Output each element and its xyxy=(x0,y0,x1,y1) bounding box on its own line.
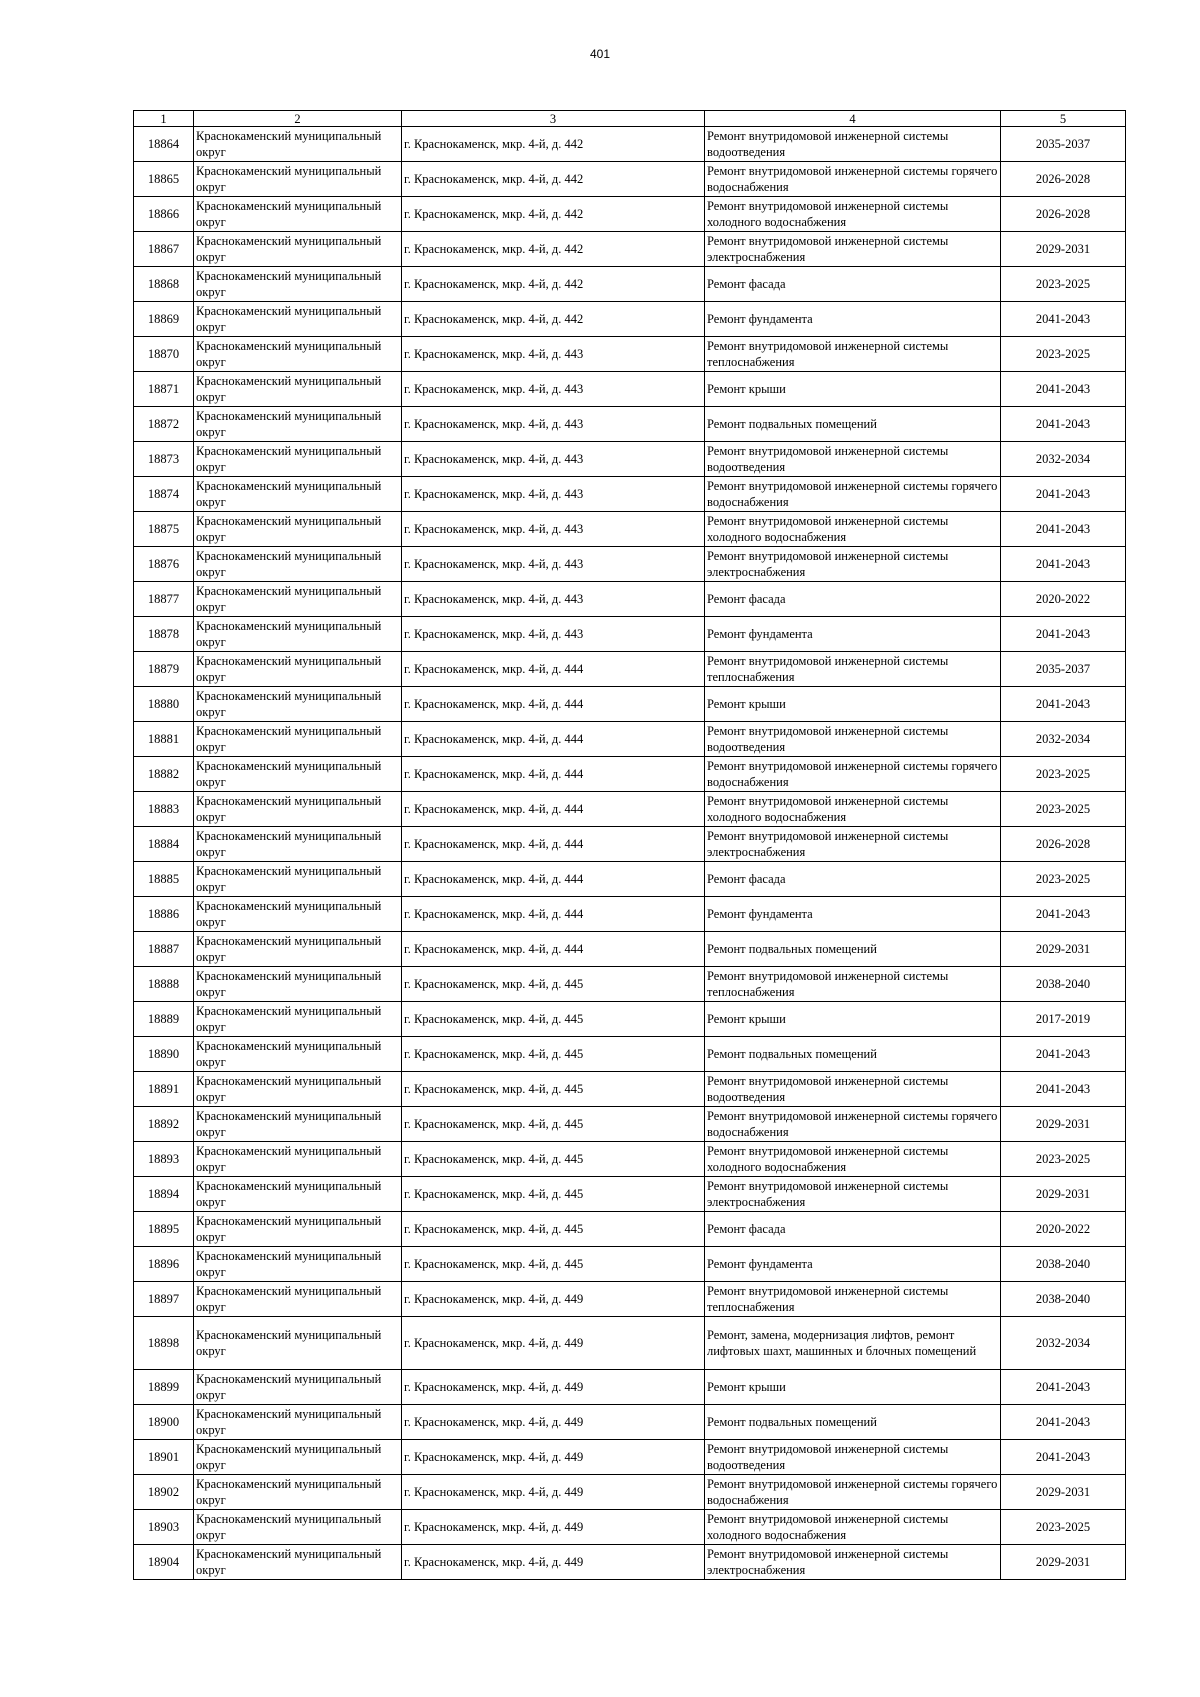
address-cell: г. Краснокаменск, мкр. 4-й, д. 442 xyxy=(402,127,705,162)
address-cell: г. Краснокаменск, мкр. 4-й, д. 442 xyxy=(402,197,705,232)
row-number-cell: 18870 xyxy=(134,337,194,372)
work-type-cell: Ремонт внутридомовой инженерной системы теплоснабжения xyxy=(705,967,1001,1002)
address-cell: г. Краснокаменск, мкр. 4-й, д. 444 xyxy=(402,862,705,897)
address-cell: г. Краснокаменск, мкр. 4-й, д. 449 xyxy=(402,1510,705,1545)
row-number-cell: 18896 xyxy=(134,1247,194,1282)
address-cell: г. Краснокаменск, мкр. 4-й, д. 444 xyxy=(402,687,705,722)
period-cell: 2023-2025 xyxy=(1001,337,1126,372)
table-row xyxy=(134,1002,1126,1037)
column-header-4: 4 xyxy=(705,111,1001,127)
district-cell: Краснокаменский муниципальный округ xyxy=(194,1107,402,1142)
district-cell: Краснокаменский муниципальный округ xyxy=(194,337,402,372)
district-cell: Краснокаменский муниципальный округ xyxy=(194,162,402,197)
table-body xyxy=(134,127,1126,1580)
work-type-cell: Ремонт фасада xyxy=(705,862,1001,897)
table-row xyxy=(134,267,1126,302)
work-type-cell: Ремонт внутридомовой инженерной системы горячего водоснабжения xyxy=(705,1107,1001,1142)
district-cell: Краснокаменский муниципальный округ xyxy=(194,1475,402,1510)
row-number-cell: 18886 xyxy=(134,897,194,932)
district-cell: Краснокаменский муниципальный округ xyxy=(194,1405,402,1440)
table-row xyxy=(134,1510,1126,1545)
address-cell: г. Краснокаменск, мкр. 4-й, д. 443 xyxy=(402,442,705,477)
work-type-cell: Ремонт внутридомовой инженерной системы горячего водоснабжения xyxy=(705,1475,1001,1510)
table-row xyxy=(134,1142,1126,1177)
table-row xyxy=(134,197,1126,232)
address-cell: г. Краснокаменск, мкр. 4-й, д. 444 xyxy=(402,792,705,827)
row-number-cell: 18881 xyxy=(134,722,194,757)
row-number-cell: 18867 xyxy=(134,232,194,267)
table-row xyxy=(134,372,1126,407)
district-cell: Краснокаменский муниципальный округ xyxy=(194,757,402,792)
table-row xyxy=(134,1475,1126,1510)
district-cell: Краснокаменский муниципальный округ xyxy=(194,477,402,512)
table-row xyxy=(134,827,1126,862)
row-number-cell: 18901 xyxy=(134,1440,194,1475)
work-type-cell: Ремонт внутридомовой инженерной системы водоотведения xyxy=(705,127,1001,162)
period-cell: 2029-2031 xyxy=(1001,932,1126,967)
table-row xyxy=(134,547,1126,582)
district-cell: Краснокаменский муниципальный округ xyxy=(194,1510,402,1545)
work-type-cell: Ремонт внутридомовой инженерной системы горячего водоснабжения xyxy=(705,477,1001,512)
work-type-cell: Ремонт внутридомовой инженерной системы холодного водоснабжения xyxy=(705,1510,1001,1545)
district-cell: Краснокаменский муниципальный округ xyxy=(194,1177,402,1212)
work-type-cell: Ремонт внутридомовой инженерной системы холодного водоснабжения xyxy=(705,1142,1001,1177)
work-type-cell: Ремонт внутридомовой инженерной системы водоотведения xyxy=(705,442,1001,477)
table-row xyxy=(134,162,1126,197)
work-type-cell: Ремонт фундамента xyxy=(705,617,1001,652)
work-type-cell: Ремонт крыши xyxy=(705,1370,1001,1405)
district-cell: Краснокаменский муниципальный округ xyxy=(194,1072,402,1107)
address-cell: г. Краснокаменск, мкр. 4-й, д. 443 xyxy=(402,547,705,582)
header-row xyxy=(134,111,1126,127)
address-cell: г. Краснокаменск, мкр. 4-й, д. 444 xyxy=(402,757,705,792)
table-row xyxy=(134,302,1126,337)
page-number: 401 xyxy=(589,47,611,61)
period-cell: 2041-2043 xyxy=(1001,617,1126,652)
address-cell: г. Краснокаменск, мкр. 4-й, д. 444 xyxy=(402,652,705,687)
address-cell: г. Краснокаменск, мкр. 4-й, д. 443 xyxy=(402,582,705,617)
period-cell: 2020-2022 xyxy=(1001,582,1126,617)
address-cell: г. Краснокаменск, мкр. 4-й, д. 449 xyxy=(402,1545,705,1580)
table-row xyxy=(134,1440,1126,1475)
period-cell: 2041-2043 xyxy=(1001,547,1126,582)
table-row xyxy=(134,1247,1126,1282)
period-cell: 2041-2043 xyxy=(1001,477,1126,512)
period-cell: 2029-2031 xyxy=(1001,1177,1126,1212)
district-cell: Краснокаменский муниципальный округ xyxy=(194,407,402,442)
row-number-cell: 18892 xyxy=(134,1107,194,1142)
address-cell: г. Краснокаменск, мкр. 4-й, д. 443 xyxy=(402,372,705,407)
period-cell: 2041-2043 xyxy=(1001,1072,1126,1107)
table-row xyxy=(134,1317,1126,1370)
district-cell: Краснокаменский муниципальный округ xyxy=(194,967,402,1002)
work-type-cell: Ремонт внутридомовой инженерной системы водоотведения xyxy=(705,722,1001,757)
district-cell: Краснокаменский муниципальный округ xyxy=(194,372,402,407)
district-cell: Краснокаменский муниципальный округ xyxy=(194,897,402,932)
table-row xyxy=(134,1405,1126,1440)
period-cell: 2029-2031 xyxy=(1001,1107,1126,1142)
period-cell: 2041-2043 xyxy=(1001,687,1126,722)
work-type-cell: Ремонт подвальных помещений xyxy=(705,932,1001,967)
address-cell: г. Краснокаменск, мкр. 4-й, д. 444 xyxy=(402,897,705,932)
address-cell: г. Краснокаменск, мкр. 4-й, д. 445 xyxy=(402,1107,705,1142)
period-cell: 2023-2025 xyxy=(1001,862,1126,897)
row-number-cell: 18887 xyxy=(134,932,194,967)
district-cell: Краснокаменский муниципальный округ xyxy=(194,1440,402,1475)
column-header-1: 1 xyxy=(134,111,194,127)
address-cell: г. Краснокаменск, мкр. 4-й, д. 443 xyxy=(402,617,705,652)
table-row xyxy=(134,512,1126,547)
work-type-cell: Ремонт крыши xyxy=(705,687,1001,722)
district-cell: Краснокаменский муниципальный округ xyxy=(194,1317,402,1370)
period-cell: 2023-2025 xyxy=(1001,792,1126,827)
table-row xyxy=(134,1545,1126,1580)
work-type-cell: Ремонт подвальных помещений xyxy=(705,407,1001,442)
row-number-cell: 18893 xyxy=(134,1142,194,1177)
district-cell: Краснокаменский муниципальный округ xyxy=(194,127,402,162)
table-row xyxy=(134,127,1126,162)
address-cell: г. Краснокаменск, мкр. 4-й, д. 445 xyxy=(402,967,705,1002)
period-cell: 2035-2037 xyxy=(1001,127,1126,162)
period-cell: 2041-2043 xyxy=(1001,372,1126,407)
period-cell: 2041-2043 xyxy=(1001,407,1126,442)
row-number-cell: 18866 xyxy=(134,197,194,232)
district-cell: Краснокаменский муниципальный округ xyxy=(194,862,402,897)
table-row xyxy=(134,757,1126,792)
period-cell: 2041-2043 xyxy=(1001,512,1126,547)
address-cell: г. Краснокаменск, мкр. 4-й, д. 443 xyxy=(402,337,705,372)
address-cell: г. Краснокаменск, мкр. 4-й, д. 444 xyxy=(402,722,705,757)
table-row xyxy=(134,652,1126,687)
address-cell: г. Краснокаменск, мкр. 4-й, д. 442 xyxy=(402,162,705,197)
row-number-cell: 18897 xyxy=(134,1282,194,1317)
table-row xyxy=(134,1370,1126,1405)
table-row xyxy=(134,337,1126,372)
address-cell: г. Краснокаменск, мкр. 4-й, д. 445 xyxy=(402,1212,705,1247)
table-row xyxy=(134,582,1126,617)
column-header-5: 5 xyxy=(1001,111,1126,127)
table-row xyxy=(134,1107,1126,1142)
table-row xyxy=(134,477,1126,512)
row-number-cell: 18874 xyxy=(134,477,194,512)
work-type-cell: Ремонт внутридомовой инженерной системы теплоснабжения xyxy=(705,1282,1001,1317)
period-cell: 2038-2040 xyxy=(1001,1282,1126,1317)
district-cell: Краснокаменский муниципальный округ xyxy=(194,617,402,652)
district-cell: Краснокаменский муниципальный округ xyxy=(194,1142,402,1177)
district-cell: Краснокаменский муниципальный округ xyxy=(194,1370,402,1405)
work-type-cell: Ремонт крыши xyxy=(705,372,1001,407)
work-type-cell: Ремонт фундамента xyxy=(705,897,1001,932)
row-number-cell: 18884 xyxy=(134,827,194,862)
table-row xyxy=(134,1072,1126,1107)
address-cell: г. Краснокаменск, мкр. 4-й, д. 449 xyxy=(402,1282,705,1317)
row-number-cell: 18902 xyxy=(134,1475,194,1510)
work-type-cell: Ремонт подвальных помещений xyxy=(705,1405,1001,1440)
row-number-cell: 18900 xyxy=(134,1405,194,1440)
address-cell: г. Краснокаменск, мкр. 4-й, д. 443 xyxy=(402,512,705,547)
work-type-cell: Ремонт внутридомовой инженерной системы электроснабжения xyxy=(705,547,1001,582)
row-number-cell: 18891 xyxy=(134,1072,194,1107)
address-cell: г. Краснокаменск, мкр. 4-й, д. 445 xyxy=(402,1002,705,1037)
period-cell: 2032-2034 xyxy=(1001,722,1126,757)
work-type-cell: Ремонт фасада xyxy=(705,1212,1001,1247)
district-cell: Краснокаменский муниципальный округ xyxy=(194,792,402,827)
row-number-cell: 18903 xyxy=(134,1510,194,1545)
address-cell: г. Краснокаменск, мкр. 4-й, д. 449 xyxy=(402,1370,705,1405)
address-cell: г. Краснокаменск, мкр. 4-й, д. 442 xyxy=(402,267,705,302)
column-header-3: 3 xyxy=(402,111,705,127)
row-number-cell: 18869 xyxy=(134,302,194,337)
period-cell: 2041-2043 xyxy=(1001,897,1126,932)
district-cell: Краснокаменский муниципальный округ xyxy=(194,687,402,722)
row-number-cell: 18868 xyxy=(134,267,194,302)
table-row xyxy=(134,792,1126,827)
work-type-cell: Ремонт внутридомовой инженерной системы электроснабжения xyxy=(705,1177,1001,1212)
table-row xyxy=(134,932,1126,967)
district-cell: Краснокаменский муниципальный округ xyxy=(194,302,402,337)
row-number-cell: 18894 xyxy=(134,1177,194,1212)
period-cell: 2041-2043 xyxy=(1001,302,1126,337)
address-cell: г. Краснокаменск, мкр. 4-й, д. 442 xyxy=(402,232,705,267)
district-cell: Краснокаменский муниципальный округ xyxy=(194,512,402,547)
period-cell: 2020-2022 xyxy=(1001,1212,1126,1247)
district-cell: Краснокаменский муниципальный округ xyxy=(194,722,402,757)
address-cell: г. Краснокаменск, мкр. 4-й, д. 445 xyxy=(402,1177,705,1212)
row-number-cell: 18876 xyxy=(134,547,194,582)
district-cell: Краснокаменский муниципальный округ xyxy=(194,582,402,617)
work-type-cell: Ремонт внутридомовой инженерной системы электроснабжения xyxy=(705,232,1001,267)
row-number-cell: 18889 xyxy=(134,1002,194,1037)
address-cell: г. Краснокаменск, мкр. 4-й, д. 445 xyxy=(402,1072,705,1107)
work-type-cell: Ремонт крыши xyxy=(705,1002,1001,1037)
period-cell: 2029-2031 xyxy=(1001,232,1126,267)
period-cell: 2029-2031 xyxy=(1001,1545,1126,1580)
work-type-cell: Ремонт фасада xyxy=(705,582,1001,617)
district-cell: Краснокаменский муниципальный округ xyxy=(194,932,402,967)
period-cell: 2026-2028 xyxy=(1001,827,1126,862)
period-cell: 2026-2028 xyxy=(1001,197,1126,232)
work-type-cell: Ремонт внутридомовой инженерной системы водоотведения xyxy=(705,1440,1001,1475)
work-type-cell: Ремонт, замена, модернизация лифтов, ремонт лифтовых шахт, машинных и блочных помещений xyxy=(705,1317,1001,1370)
district-cell: Краснокаменский муниципальный округ xyxy=(194,1002,402,1037)
period-cell: 2035-2037 xyxy=(1001,652,1126,687)
address-cell: г. Краснокаменск, мкр. 4-й, д. 445 xyxy=(402,1142,705,1177)
address-cell: г. Краснокаменск, мкр. 4-й, д. 449 xyxy=(402,1405,705,1440)
row-number-cell: 18888 xyxy=(134,967,194,1002)
district-cell: Краснокаменский муниципальный округ xyxy=(194,827,402,862)
address-cell: г. Краснокаменск, мкр. 4-й, д. 445 xyxy=(402,1247,705,1282)
work-type-cell: Ремонт фундамента xyxy=(705,302,1001,337)
row-number-cell: 18899 xyxy=(134,1370,194,1405)
address-cell: г. Краснокаменск, мкр. 4-й, д. 449 xyxy=(402,1440,705,1475)
address-cell: г. Краснокаменск, мкр. 4-й, д. 449 xyxy=(402,1475,705,1510)
address-cell: г. Краснокаменск, мкр. 4-й, д. 445 xyxy=(402,1037,705,1072)
row-number-cell: 18877 xyxy=(134,582,194,617)
period-cell: 2041-2043 xyxy=(1001,1370,1126,1405)
period-cell: 2023-2025 xyxy=(1001,1510,1126,1545)
table-row xyxy=(134,407,1126,442)
work-type-cell: Ремонт внутридомовой инженерной системы холодного водоснабжения xyxy=(705,792,1001,827)
district-cell: Краснокаменский муниципальный округ xyxy=(194,547,402,582)
row-number-cell: 18882 xyxy=(134,757,194,792)
address-cell: г. Краснокаменск, мкр. 4-й, д. 444 xyxy=(402,827,705,862)
table-row xyxy=(134,862,1126,897)
period-cell: 2041-2043 xyxy=(1001,1440,1126,1475)
row-number-cell: 18898 xyxy=(134,1317,194,1370)
period-cell: 2032-2034 xyxy=(1001,1317,1126,1370)
table-row xyxy=(134,232,1126,267)
work-type-cell: Ремонт внутридомовой инженерной системы теплоснабжения xyxy=(705,652,1001,687)
table-row xyxy=(134,722,1126,757)
address-cell: г. Краснокаменск, мкр. 4-й, д. 443 xyxy=(402,477,705,512)
row-number-cell: 18875 xyxy=(134,512,194,547)
row-number-cell: 18878 xyxy=(134,617,194,652)
table-row xyxy=(134,1212,1126,1247)
row-number-cell: 18890 xyxy=(134,1037,194,1072)
address-cell: г. Краснокаменск, мкр. 4-й, д. 444 xyxy=(402,932,705,967)
district-cell: Краснокаменский муниципальный округ xyxy=(194,652,402,687)
address-cell: г. Краснокаменск, мкр. 4-й, д. 443 xyxy=(402,407,705,442)
district-cell: Краснокаменский муниципальный округ xyxy=(194,1545,402,1580)
work-type-cell: Ремонт внутридомовой инженерной системы водоотведения xyxy=(705,1072,1001,1107)
district-cell: Краснокаменский муниципальный округ xyxy=(194,232,402,267)
work-type-cell: Ремонт внутридомовой инженерной системы теплоснабжения xyxy=(705,337,1001,372)
period-cell: 2017-2019 xyxy=(1001,1002,1126,1037)
period-cell: 2023-2025 xyxy=(1001,757,1126,792)
work-type-cell: Ремонт фасада xyxy=(705,267,1001,302)
row-number-cell: 18871 xyxy=(134,372,194,407)
work-type-cell: Ремонт внутридомовой инженерной системы горячего водоснабжения xyxy=(705,757,1001,792)
table-row xyxy=(134,1037,1126,1072)
works-table xyxy=(133,110,1126,1580)
table-row xyxy=(134,1177,1126,1212)
table-row xyxy=(134,897,1126,932)
row-number-cell: 18904 xyxy=(134,1545,194,1580)
work-type-cell: Ремонт внутридомовой инженерной системы электроснабжения xyxy=(705,1545,1001,1580)
period-cell: 2023-2025 xyxy=(1001,1142,1126,1177)
period-cell: 2026-2028 xyxy=(1001,162,1126,197)
district-cell: Краснокаменский муниципальный округ xyxy=(194,197,402,232)
row-number-cell: 18885 xyxy=(134,862,194,897)
period-cell: 2032-2034 xyxy=(1001,442,1126,477)
row-number-cell: 18873 xyxy=(134,442,194,477)
row-number-cell: 18872 xyxy=(134,407,194,442)
work-type-cell: Ремонт внутридомовой инженерной системы электроснабжения xyxy=(705,827,1001,862)
district-cell: Краснокаменский муниципальный округ xyxy=(194,1247,402,1282)
table-row xyxy=(134,967,1126,1002)
period-cell: 2041-2043 xyxy=(1001,1405,1126,1440)
period-cell: 2023-2025 xyxy=(1001,267,1126,302)
work-type-cell: Ремонт подвальных помещений xyxy=(705,1037,1001,1072)
work-type-cell: Ремонт внутридомовой инженерной системы холодного водоснабжения xyxy=(705,197,1001,232)
table-row xyxy=(134,1282,1126,1317)
work-type-cell: Ремонт внутридомовой инженерной системы холодного водоснабжения xyxy=(705,512,1001,547)
row-number-cell: 18879 xyxy=(134,652,194,687)
column-header-2: 2 xyxy=(194,111,402,127)
period-cell: 2041-2043 xyxy=(1001,1037,1126,1072)
district-cell: Краснокаменский муниципальный округ xyxy=(194,267,402,302)
district-cell: Краснокаменский муниципальный округ xyxy=(194,1037,402,1072)
address-cell: г. Краснокаменск, мкр. 4-й, д. 442 xyxy=(402,302,705,337)
period-cell: 2029-2031 xyxy=(1001,1475,1126,1510)
table-row xyxy=(134,617,1126,652)
district-cell: Краснокаменский муниципальный округ xyxy=(194,1282,402,1317)
period-cell: 2038-2040 xyxy=(1001,1247,1126,1282)
work-type-cell: Ремонт фундамента xyxy=(705,1247,1001,1282)
district-cell: Краснокаменский муниципальный округ xyxy=(194,442,402,477)
table-row xyxy=(134,687,1126,722)
table-row xyxy=(134,442,1126,477)
row-number-cell: 18864 xyxy=(134,127,194,162)
row-number-cell: 18883 xyxy=(134,792,194,827)
address-cell: г. Краснокаменск, мкр. 4-й, д. 449 xyxy=(402,1317,705,1370)
row-number-cell: 18880 xyxy=(134,687,194,722)
row-number-cell: 18865 xyxy=(134,162,194,197)
row-number-cell: 18895 xyxy=(134,1212,194,1247)
work-type-cell: Ремонт внутридомовой инженерной системы горячего водоснабжения xyxy=(705,162,1001,197)
period-cell: 2038-2040 xyxy=(1001,967,1126,1002)
district-cell: Краснокаменский муниципальный округ xyxy=(194,1212,402,1247)
